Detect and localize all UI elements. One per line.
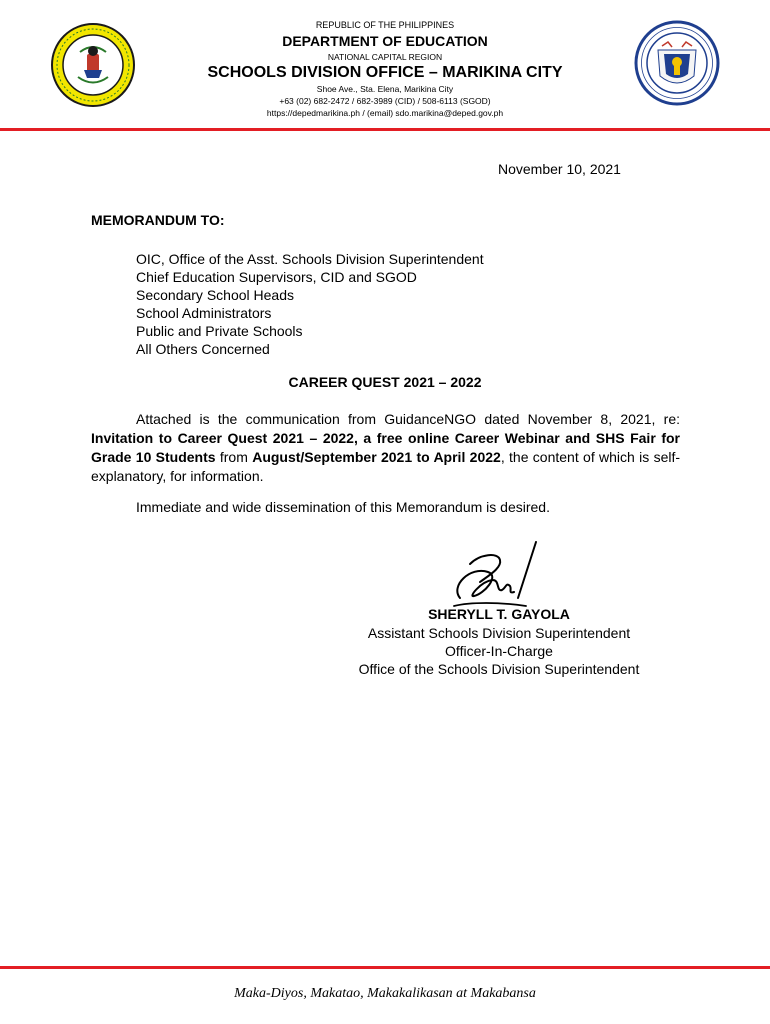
signatory-position: Assistant Schools Division Superintendent (367, 625, 631, 641)
body-outro: , the content of which is self-explanatory, for information. (91, 449, 681, 484)
recipient-item: All Others Concerned (136, 341, 270, 357)
signatory-role: Officer-In-Charge (445, 643, 553, 659)
recipient-list (136, 250, 484, 358)
footer-divider (0, 966, 770, 969)
signatory-name: SHERYLL T. GAYOLA (428, 606, 570, 622)
recipient-item: Public and Private Schools (136, 323, 303, 339)
office-name: SCHOOLS DIVISION OFFICE – MARIKINA CITY (207, 64, 563, 81)
memo-date: November 10, 2021 (498, 161, 621, 177)
republic-line: REPUBLIC OF THE PHILIPPINES (315, 20, 455, 30)
region-line: NATIONAL CAPITAL REGION (327, 52, 443, 62)
office-phone: +63 (02) 682-2472 / 682-3989 (CID) / 508-6113 (SGOD) (279, 96, 491, 106)
memo-body-paragraph (91, 410, 680, 486)
department-name: DEPARTMENT OF EDUCATION (282, 33, 488, 49)
office-address: Shoe Ave., Sta. Elena, Marikina City (316, 84, 454, 94)
body-intro: Attached is the communication from GuidanceNGO dated November 8, 2021, re: (136, 411, 680, 427)
recipient-item: Secondary School Heads (136, 287, 294, 303)
recipient-item: OIC, Office of the Asst. Schools Division Superintendent (136, 251, 484, 267)
recipient-item: Chief Education Supervisors, CID and SGOD (136, 269, 417, 285)
recipient-item: School Administrators (136, 305, 272, 321)
body-event-period: August/September 2021 to April 2022 (252, 449, 501, 465)
body-event-title: Invitation to Career Quest 2021 – 2022, a free online Career Webinar and SHS Fair for Grade 10 Students (91, 430, 680, 465)
memo-closing: Immediate and wide dissemination of this Memorandum is desired. (136, 499, 550, 515)
memo-subject: CAREER QUEST 2021 – 2022 (288, 374, 482, 390)
memo-heading: MEMORANDUM TO: (91, 212, 225, 228)
header-divider (0, 128, 770, 131)
body-from: from (215, 449, 253, 465)
office-web-email: https://depedmarikina.ph / (email) sdo.marikina@deped.gov.ph (266, 108, 504, 118)
signatory-office: Office of the Schools Division Superintendent (358, 661, 640, 677)
footer-motto: Maka-Diyos, Makatao, Makakalikasan at Makabansa (234, 986, 536, 1001)
